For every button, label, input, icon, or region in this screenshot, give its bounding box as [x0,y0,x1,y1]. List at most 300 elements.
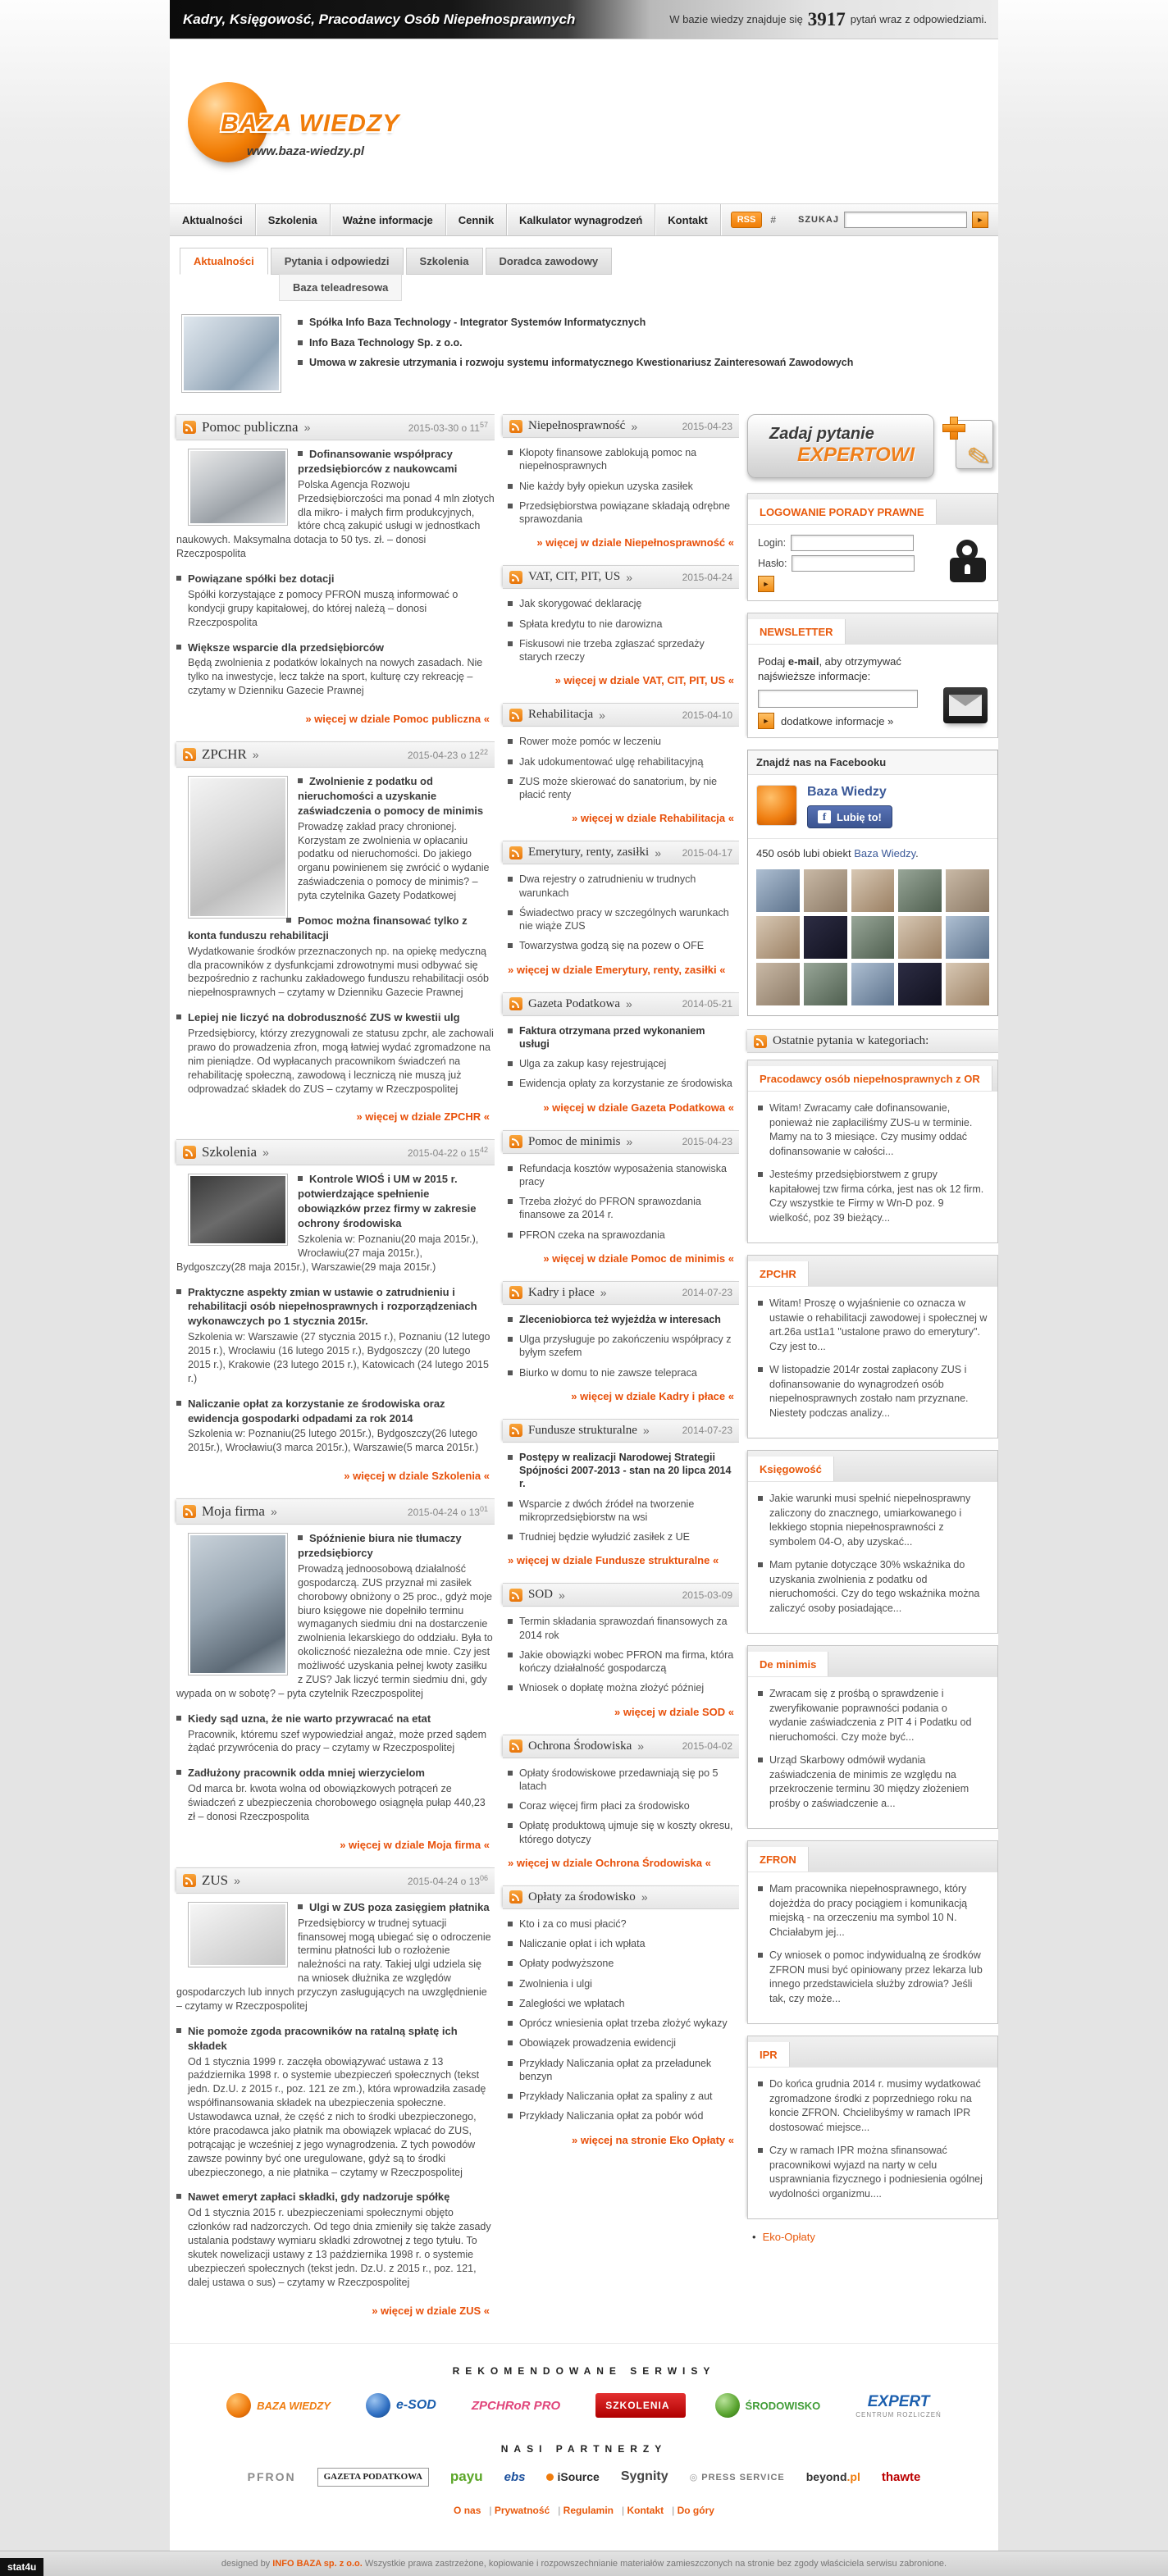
section-header[interactable] [503,565,739,589]
news-item-text[interactable]: Świadectwo pracy w szczególnych warunkach nie wiąże ZUS [519,906,729,932]
question-item[interactable] [758,1297,988,1354]
news-item-text[interactable]: Opłaty podwyższone [519,1958,614,1970]
bullet-icon [298,360,303,365]
question-item[interactable] [758,2077,988,2135]
feature-bullet-text[interactable]: Spółka Info Baza Technology - Integrator Systemów Informatycznych [309,317,646,328]
news-item[interactable] [508,2090,737,2103]
feature-bullet-text[interactable]: Umowa w zakresie utrzymania i rozwoju systemu informatycznego Kwestionariusz Zainteresowań Zawodowych [309,357,854,368]
question-text[interactable]: Jakie warunki musi spełnić niepełnosprawny zaliczony do znacznego, umiarkowanego i lekkiego stopnia niepełnosprawności z symbolem 04-O, aby uzyskać... [769,1493,971,1548]
more-link[interactable]: » więcej w dziale Niepełnosprawność « [536,536,734,549]
more-link[interactable]: » więcej w dziale Gazeta Podatkowa « [543,1101,734,1114]
article-body: Szkolenia w: Poznaniu(25 lutego 2015r.), Bydgoszczy(26 lutego 2015r.), Wrocławiu(3 marca 2015r.), Warszawie(5 marca 2015r.) [188,1428,479,1454]
partner-logo[interactable]: thawte [881,2469,921,2484]
news-list [503,733,739,801]
article-title[interactable]: Nawet emeryt zapłaci składki, gdy nadzoruje spółkę [176,2191,449,2203]
article-title[interactable]: Spóźnienie biura nie tłumaczy przedsiębiorcy [298,1532,462,1559]
service-logo[interactable]: SZKOLENIA [595,2393,685,2418]
article-title[interactable]: Większe wsparcie dla przedsiębiorców [176,641,384,654]
news-item-text[interactable]: Termin składania sprawozdań finansowych za 2014 rok [519,1616,728,1641]
search-submit-button[interactable]: ► [972,212,988,228]
news-item[interactable] [508,1366,737,1379]
more-link[interactable]: » więcej w dziale Szkolenia « [344,1470,490,1483]
news-item-text[interactable]: Zaległości we wpłatach [519,1997,625,2009]
news-item[interactable] [508,1530,737,1543]
question-counter [669,9,998,30]
newsletter-text: Podaj e-mail, aby otrzymywać najświeższe informacje: [758,655,901,682]
section-title[interactable]: Kadry i płace [528,1285,595,1299]
profile-photo[interactable] [756,963,800,1005]
news-item[interactable] [508,1957,737,1970]
login-submit-button[interactable]: ► [758,576,774,592]
password-label: Hasło: [758,558,787,569]
question-text[interactable]: Urząd Skarbowy odmówił wydania zaświadczenia de minimis ze względu na przekroczenie terminu 30 między złożeniem prośby o zaświadczenie a... [769,1754,970,1809]
facebook-header: Znajdź nas na Facebooku [748,750,997,775]
article-title[interactable]: Zwolnienie z podatku od nieruchomości a uzyskanie zaświadczenia o pomocy de minimis [298,775,484,817]
bullet-icon [508,739,513,744]
partner-logo[interactable]: Sygnity [620,2469,668,2484]
more-link[interactable]: » więcej w dziale Kadry i płace « [571,1389,734,1402]
news-item-text[interactable]: Ulga za zakup kasy rejestrującej [519,1058,667,1069]
partner-logo[interactable]: ◎ PRESS SERVICE [690,2472,785,2483]
document-photo [190,1904,285,1965]
news-item[interactable] [508,1498,737,1525]
feature-bullet-item[interactable] [298,316,853,331]
question-text[interactable]: Jesteśmy przedsiębiorstwem z grupy kapitałowej tzw firma córka, jest nas ok 12 firm. Czy wszystkie te Firmy w Wn-D poz. 9 wielkość, poz 39 bieżący... [769,1169,984,1224]
bullet-icon [508,1961,513,1966]
profile-photo[interactable] [851,869,895,912]
more-link[interactable]: » więcej na stronie Eko Opłaty « [572,2133,734,2146]
question-item[interactable] [758,1558,988,1616]
news-item[interactable] [508,1451,737,1491]
news-item[interactable] [508,1333,737,1360]
site-logo[interactable] [188,82,459,189]
hash-link[interactable]: # [770,214,776,226]
news-item-text[interactable]: Trzeba złożyć do PFRON sprawozdania finansowe za 2014 r. [519,1196,701,1221]
category-link[interactable]: ZFRON [748,1847,809,1872]
article-photo[interactable] [188,1902,288,1967]
news-item-text[interactable]: Obowiązek prowadzenia ewidencji [519,2037,677,2049]
tab-pytania-i-odpowiedzi[interactable]: Pytania i odpowiedzi [271,248,404,275]
news-item[interactable] [508,1077,737,1090]
news-item-text[interactable]: Jakie obowiązki wobec PFRON ma firma, która kończy działalność gospodarczą [519,1648,734,1674]
question-text[interactable]: Witam! Proszę o wyjaśnienie co oznacza w ustawie o rehabilitacji zawodowej i społecznej w art.26a ust1a1 "ustalone prawo do emerytury". Czy jest to... [769,1297,988,1352]
more-link[interactable]: » więcej w dziale Pomoc de minimis « [543,1252,734,1265]
section-title[interactable]: Ochrona Środowiska [528,1739,632,1753]
rss-icon [509,420,522,433]
news-item[interactable] [508,637,737,664]
facebook-icon: f [818,810,831,823]
stat4u-badge[interactable]: stat4u [0,2558,43,2576]
category-link[interactable]: ZPCHR [748,1261,809,1286]
category-link[interactable]: Pracodawcy osób niepełnosprawnych z OR [748,1066,992,1091]
section-header[interactable] [176,414,495,440]
section-header[interactable] [503,992,739,1016]
nav-item[interactable]: Ważne informacje [331,204,446,235]
news-item-text[interactable]: Jak skorygować deklarację [519,598,642,610]
footer-link[interactable]: | Do góry [672,2505,714,2516]
news-item[interactable] [508,446,737,473]
question-text[interactable]: Do końca grudnia 2014 r. musimy wydatkować zgromadzone środki z poprzedniego roku na koncie ZFRON. Chcielibyśmy w ramach IPR dostosować miejsce... [769,2078,981,2133]
nav-item[interactable]: Kalkulator wynagrodzeń [507,204,655,235]
article-photo[interactable] [188,449,288,526]
category-link[interactable]: IPR [748,2042,790,2067]
news-item[interactable] [508,1057,737,1070]
question-item[interactable] [758,1101,988,1159]
news-item-text[interactable]: Ewidencja opłaty za korzystanie ze środowiska [519,1078,732,1090]
profile-photo[interactable] [804,869,847,912]
news-item[interactable] [508,1648,737,1676]
profile-photo[interactable] [851,963,895,1005]
news-item-text[interactable]: Opłatę produktową ujmuje się w koszty okresu, którego dotyczy [519,1820,733,1845]
news-list [503,1160,739,1242]
service-logo[interactable]: ZPCHRoR PRO [471,2398,561,2413]
top-categories: Kadry, Księgowość, Pracodawcy Osób Niepełnosprawnych [183,11,576,27]
section-header[interactable] [503,414,739,438]
article-title[interactable]: Zadłużony pracownik odda mniej wierzycielom [176,1767,425,1779]
news-item-text[interactable]: Faktura otrzymana przed wykonaniem usługi [519,1024,705,1050]
article-body: Będą zwolnienia z podatków lokalnych na nowych zasadach. Nie tylko na inwestycje, lecz także na sport, kulturę czy rekreację – czytamy w Dzienniku Gazecie Prawnej [188,657,483,697]
article-photo[interactable] [188,1533,288,1676]
nav-item[interactable]: Szkolenia [256,204,331,235]
section-ochrona-srodowiska [503,1735,739,1872]
footer-link[interactable]: | Prywatność [489,2505,550,2516]
search-input[interactable] [844,212,967,228]
news-item-text[interactable]: Dwa rejestry o zatrudnieniu w trudnych warunkach [519,873,696,899]
facebook-like-button[interactable]: f Lubię to! [807,805,892,828]
question-box-pracodawcy-or [747,1060,998,1243]
news-item-text[interactable]: Opłaty środowiskowe przedawniają się po 5 latach [519,1767,719,1792]
bullet-icon [758,1106,763,1110]
recommended-logos [170,2393,998,2419]
eko-oplaty-link[interactable]: • Eko-Opłaty [752,2231,998,2243]
more-link[interactable]: » więcej w dziale Ochrona Środowiska « [508,1856,711,1869]
nav-item[interactable]: Aktualności [170,204,256,235]
feature-photo[interactable] [181,314,281,393]
section-title[interactable]: Moja firma [202,1503,265,1520]
news-item[interactable] [508,1313,737,1326]
section-header[interactable] [503,1130,739,1154]
newsletter-more-link[interactable]: dodatkowe informacje » [781,714,894,727]
news-item-text[interactable]: Refundacja kosztów wyposażenia stanowiska pracy [519,1162,727,1188]
more-link[interactable]: » więcej w dziale Fundusze strukturalne « [508,1554,719,1567]
bullet-icon [508,779,513,784]
facebook-page-link[interactable]: Baza Wiedzy [807,785,887,800]
section-title[interactable]: Rehabilitacja [528,708,594,722]
section-title[interactable]: Szkolenia [202,1144,258,1160]
businessman-photo [190,1176,285,1243]
nav-item[interactable]: Cennik [446,204,507,235]
section-header[interactable] [176,1867,495,1894]
question-item[interactable] [758,1882,988,1940]
news-item[interactable] [508,1937,737,1950]
newsletter-title: NEWSLETTER [748,619,846,644]
bullet-icon [508,1803,513,1808]
feature-bullets [298,314,853,393]
news-item-text[interactable]: Przedsiębiorstwa powiązane składają odrębne sprawozdania [519,499,731,525]
question-text[interactable]: W listopadzie 2014r został zapłacony ZUS i dofinansowanie do wynagrodzeń osób niepełnosprawnych zostało nam przyznane. Niestety podczas analizy... [769,1364,969,1419]
facebook-likes-link[interactable]: Baza Wiedzy [854,847,916,860]
section-header[interactable] [176,741,495,768]
news-item-text[interactable]: Kto i za co musi płacić? [519,1917,627,1930]
article-title[interactable]: Lepiej nie liczyć na dobroduszność ZUS w kwestii ulg [176,1011,460,1024]
question-box-ipr [747,2036,998,2219]
more-link[interactable]: » więcej w dziale Emerytury, renty, zasiłki « [508,963,726,976]
section-title[interactable]: VAT, CIT, PIT, US [528,570,621,584]
profile-photo[interactable] [804,963,847,1005]
article-title[interactable]: Kiedy sąd uzna, że nie warto przywracać na etat [176,1712,431,1725]
partner-logo[interactable]: PFRON [247,2470,296,2484]
news-item-text[interactable]: Przykłady Naliczania opłat za spaliny z aut [519,2090,713,2102]
section-header[interactable] [176,1498,495,1525]
bullet-icon [508,2040,513,2045]
rss-icon [509,997,522,1010]
tab-szkolenia[interactable]: Szkolenia [406,248,483,275]
news-item[interactable] [508,939,737,952]
question-text[interactable]: Czy w ramach IPR można sfinansować pracownikowi wyjazd na narty w celu usprawniania fizycznego i podniesienia ogólnej wydolności organizmu.... [769,2145,983,2200]
news-item-text[interactable]: Przykłady Naliczania opłat za pobór wód [519,2110,704,2122]
news-item-text[interactable]: Fiskusowi nie trzeba zgłaszać sprzedaży starych rzeczy [519,637,705,663]
section-title[interactable]: Fundusze strukturalne [528,1423,637,1437]
footer-link[interactable]: | Regulamin [558,2505,614,2516]
category-link[interactable]: Księgowość [748,1457,834,1481]
news-item-text[interactable]: Oprócz wniesienia opłat trzeba złożyć wykazy [519,2017,728,2029]
question-text[interactable]: Zwracam się z prośbą o sprawdzenie i zweryfikowanie poprawności podania o wydanie zaświadczenia z PIT 4 i Podatku od nieruchomości. Czy może być... [769,1688,972,1743]
news-item[interactable] [508,1024,737,1051]
article-title[interactable]: Kontrole WIOŚ i UM w 2015 r. potwierdzające spełnienie obowiązków przez firmy w zakresie ochrony środowiska [298,1173,477,1229]
search-label: SZUKAJ [797,215,839,225]
question-text[interactable]: Cy wniosek o pomoc indywidualną ze środków ZFRON musi być opiniowany przez lekarza lub innego przedstawiciela służby zdrowia? Jeśli tak, czy może... [769,1949,983,2004]
bullet-icon [508,1771,513,1776]
news-item-text[interactable]: Biurko w domu to nie zawsze telepraca [519,1366,697,1379]
profile-photo[interactable] [946,869,989,912]
more-link[interactable]: » więcej w dziale Pomoc publiczna « [305,713,490,725]
category-link[interactable]: De minimis [748,1652,828,1676]
service-logo[interactable]: BAZA WIEDZY [226,2393,336,2418]
news-list [503,871,739,952]
section-header[interactable] [503,841,739,864]
office-photo [190,451,285,523]
article-title[interactable]: Praktyczne aspekty zmian w ustawie o zatrudnieniu i rehabilitacji osób niepełnosprawnych i rozporządzeniach wykonawczych po 1 stycznia 2015r. [176,1286,477,1328]
news-item-text[interactable]: Postępy w realizacji Narodowej Strategii Spójności 2007-2013 - stan na 20 lipca 2014 r. [519,1451,732,1490]
news-item[interactable] [508,755,737,768]
section-title[interactable]: Pomoc de minimis [528,1134,621,1148]
news-item-text[interactable]: Kłopoty finansowe zablokują pomoc na niepełnosprawnych [519,447,697,472]
section-title[interactable]: SOD [528,1588,554,1602]
tab-doradca-zawodowy[interactable]: Doradca zawodowy [486,248,613,275]
article-title[interactable]: Ulgi w ZUS poza zasięgiem płatnika [298,1901,490,1913]
question-item[interactable] [758,1949,988,2006]
section-title[interactable]: Opłaty za środowisko [528,1890,636,1904]
article [176,1900,495,2013]
bullet-icon [508,1502,513,1507]
profile-photo[interactable] [898,963,942,1005]
footer-link[interactable]: O nas [454,2504,481,2516]
more-link[interactable]: » więcej w dziale SOD « [614,1705,734,1718]
section-header[interactable] [503,1885,739,1909]
article-title[interactable]: Pomoc można finansować tylko z konta funduszu rehabilitacji [188,914,468,941]
login-input[interactable] [791,535,914,551]
service-logo[interactable]: e-SOD [366,2393,442,2418]
bullet-icon [508,1534,513,1539]
news-item[interactable] [508,1799,737,1812]
newsletter-email-input[interactable] [758,690,918,708]
copyright-text: Wszystkie prawa zastrzeżone, kopiowanie i rozpowszechnianie materiałów zamieszczonych na stronie bez zgody właściciela serwisu zabronione. [362,2558,947,2569]
news-list [503,1311,739,1379]
feature-bullet-text[interactable]: Info Baza Technology Sp. z o.o. [309,336,463,349]
news-item[interactable] [508,1615,737,1642]
feature-bullet-item[interactable] [298,336,853,351]
news-item[interactable] [508,597,737,610]
news-item[interactable] [508,1681,737,1694]
section-header[interactable] [503,1281,739,1305]
article-photo[interactable] [188,776,288,919]
section-date: 2015-04-23 o $12^{22}$ [407,748,488,761]
left-column [176,414,495,2333]
partner-logo[interactable]: ebs [504,2469,526,2484]
password-input[interactable] [792,555,915,572]
article [176,1172,495,1274]
news-item[interactable] [508,1917,737,1931]
more-link[interactable]: » więcej w dziale ZPCHR « [356,1110,490,1124]
news-item[interactable] [508,1819,737,1846]
rss-icon [509,1890,522,1904]
feature-bullet-item[interactable] [298,356,853,371]
news-item[interactable] [508,618,737,631]
tab-baza-teleadresowa[interactable]: Baza teleadresowa [279,274,402,301]
question-item[interactable] [758,1753,988,1811]
news-item-text[interactable]: Zwolnienia i ulgi [519,1977,592,1990]
article-title[interactable]: Powiązane spółki bez dotacji [176,572,334,585]
profile-photo[interactable] [851,916,895,959]
news-item[interactable] [508,1162,737,1189]
facebook-page-avatar[interactable] [756,785,797,826]
service-logo[interactable]: ŚRODOWISKO [715,2393,827,2418]
section-title[interactable]: Niepełnosprawność [528,419,626,432]
news-item-text[interactable]: Wniosek o dopłatę można złożyć później [519,1682,705,1694]
partner-logo[interactable]: beyond .pl [806,2470,860,2483]
news-item[interactable] [508,1997,737,2010]
news-item[interactable] [508,2109,737,2122]
news-item-text[interactable]: Zleceniobiorca też wyjeżdża w interesach [519,1313,721,1325]
section-gazeta-podatkowa [503,992,739,1117]
news-item[interactable] [508,2036,737,2049]
question-item[interactable] [758,1492,988,1549]
news-item[interactable] [508,1195,737,1222]
section-title[interactable]: Emerytury, renty, zasiłki [528,846,650,859]
profile-photo[interactable] [946,916,989,959]
article-body: Wydatkowanie środków przeznaczonych np. na opiekę medyczną dla pracowników z dysfunkcjami zdrowotnymi musi odbywać się bezpośrednio z rachunku zakładowego funduszu rehabilitacji osób niepełnosprawnych – czytamy w Dzienniku Gazecie Prawnej [188,945,489,999]
more-link[interactable]: » więcej w dziale VAT, CIT, PIT, US « [554,674,734,687]
question-item[interactable] [758,1168,988,1225]
rss-button[interactable]: RSS [731,212,763,228]
chevron-right-icon: » [234,1873,240,1887]
service-logo[interactable]: EXPERT CENTRUM ROZLICZEŃ [855,2392,942,2419]
news-item[interactable] [508,499,737,527]
question-text[interactable]: Mam pracownika niepełnosprawnego, który dojeżdża do pracy pociągiem i komunikacją miejską - na orzeczeniu ma symbol 10 N. Chciałabym jej... [769,1883,968,1938]
news-item[interactable] [508,480,737,493]
profile-photo[interactable] [756,916,800,959]
news-item[interactable] [508,735,737,748]
partner-logo[interactable]: payu [449,2469,483,2485]
news-item[interactable] [508,906,737,933]
news-item-text[interactable]: ZUS może skierować do sanatorium, by nie płacić renty [519,775,718,800]
section-header[interactable] [176,1139,495,1165]
news-item[interactable] [508,1229,737,1242]
news-item-text[interactable]: Coraz więcej firm płaci za środowisko [519,1800,690,1812]
login-box [747,493,998,601]
article-title[interactable]: Naliczanie opłat za korzystanie ze środowiska oraz ewidencja gospodarki odpadami za rok 2014 [176,1397,445,1425]
news-item[interactable] [508,775,737,802]
more-link[interactable]: » więcej w dziale Moja firma « [340,1838,490,1851]
tab-aktualnosci[interactable]: Aktualności [180,248,268,275]
section-header[interactable] [503,1735,739,1758]
question-text[interactable]: Mam pytanie dotyczące 30% wskaźnika do uzyskania zwolnienia z podatku od nieruchomości. Czy do tego wskaźnika można zaliczyć osoby posiadające... [769,1559,980,1614]
section-title[interactable]: ZPCHR [202,746,247,762]
news-item-text[interactable]: Towarzystwa godzą się na pozew o OFE [519,940,705,952]
question-text[interactable]: Witam! Zwracamy całe dofinansowanie, ponieważ nie zapłaciliśmy ZUS-u w terminie. Mamy na to 3 miesiące. Czy musimy oddać dofinansowanie w całości... [769,1102,973,1157]
news-item[interactable] [508,1977,737,1990]
news-item-text[interactable]: Przykłady Naliczania opłat za przeładunek benzyn [519,2057,712,2082]
profile-photo[interactable] [898,916,942,959]
question-item[interactable] [758,1363,988,1420]
more-link[interactable]: » więcej w dziale ZUS « [372,2304,490,2317]
infobaza-link[interactable]: INFO BAZA sp. z o.o. [272,2558,363,2569]
more-link[interactable]: » więcej w dziale Rehabilitacja « [572,812,734,825]
article-title[interactable]: Nie pomoże zgoda pracowników na ratalną spłatę ich składek [176,2025,458,2052]
section-header[interactable] [503,1419,739,1443]
profile-photo[interactable] [804,916,847,959]
news-item[interactable] [508,2017,737,2030]
news-item-text[interactable]: Jak udokumentować ulgę rehabilitacyjną [519,755,704,768]
question-box-de-minimis [747,1645,998,1829]
ask-expert-button[interactable] [747,414,934,478]
profile-photo[interactable] [898,869,942,912]
article-photo[interactable] [188,1174,288,1246]
news-item-text[interactable]: Ulga przysługuje po zakończeniu współpracy z byłym szefem [519,1334,732,1359]
partner-logo[interactable]: GAZETA PODATKOWA [317,2468,429,2487]
facebook-widget [747,750,998,1016]
section-header[interactable] [503,703,739,727]
news-item[interactable] [508,2057,737,2084]
footer-link[interactable]: | Kontakt [622,2505,664,2516]
article-body: Szkolenia w: Poznaniu(20 maja 2015r.), Wrocławiu(27 maja 2015r.), Bydgoszczy(28 maja 2015r.), Warszawie(29 maja 2015r.) [176,1233,479,1273]
profile-photo[interactable] [756,869,800,912]
news-item-text[interactable]: Spłata kredytu to nie darowizna [519,618,663,630]
question-item[interactable] [758,2144,988,2201]
search-area [798,212,998,228]
news-item[interactable] [508,1767,737,1794]
news-item-text[interactable]: Nie każdy były opiekun uzyska zasiłek [519,480,693,492]
news-item-text[interactable]: Rower może pomóc w leczeniu [519,736,661,748]
section-title[interactable]: ZUS [202,1872,229,1888]
section-title[interactable]: Pomoc publiczna [202,419,299,435]
wheelchair-photo [190,778,285,916]
section-header[interactable] [503,1583,739,1607]
nav-item[interactable]: Kontakt [655,204,720,235]
profile-photo[interactable] [946,963,989,1005]
news-item[interactable] [508,873,737,900]
news-item-text[interactable]: Wsparcie z dwóch źródeł na tworzenie mikroprzedsiębiorstw na wsi [519,1498,695,1523]
partner-logo[interactable]: iSource [546,2470,599,2483]
question-item[interactable] [758,1687,988,1744]
ask-expert-line1: Zadaj pytanie [769,425,874,443]
news-item-text[interactable]: PFRON czeka na sprawozdania [519,1229,665,1241]
article-title[interactable]: Dofinansowanie współpracy przedsiębiorców z naukowcami [298,448,458,475]
news-item-text[interactable]: Naliczanie opłat i ich wpłata [519,1938,646,1949]
newsletter-submit-button[interactable]: ► [758,713,774,729]
news-item-text[interactable]: Trudniej będzie wyłudzić zasiłek z UE [519,1531,690,1543]
section-title[interactable]: Gazeta Podatkowa [528,996,621,1010]
